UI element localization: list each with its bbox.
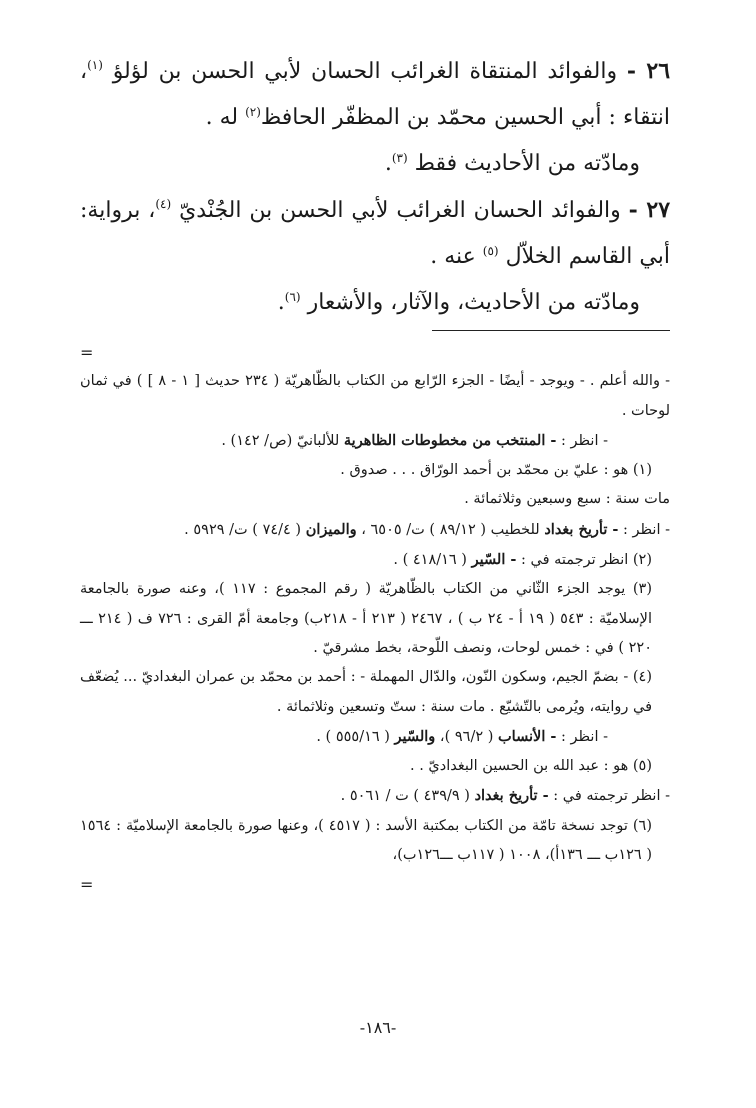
source-title: والميزان (305, 520, 357, 538)
footnote-6: (٦) توجد نسخة تامّة من الكتاب بمكتبة الأسد : ( ٤٥١٧ )، وعنها صورة بالجامعة الإسلاميّة : ١٥٦٤ ( ١٢٦ب ـــ ١٣٦أ)، ١٠٠٨ ( ١١٧ب ـــ١٢٦ب)، (80, 817, 652, 864)
entry-27-content (80, 280, 670, 326)
footnote-3: (٣) يوجد الجزء الثّاني من الكتاب بالظّاهريّة ( رقم المجموع : ١١٧ )، وعنه صورة بالجامعة الإسلاميّة : ٥٤٣ ( ١٩ أ - ٢٤ ب ) ، ٢٤٦٧ ( ٢١٣ أ - ٢١٨ب) وجامعة أمّ القرى : ٧٢٦ ف ( ٢١٤ ـــ ٢٢٠ ) في : خمس لوحات، ونصف اللّوحة، بخط مشرقيّ . (80, 581, 652, 656)
entry-title: والفوائد المنتقاة الغرائب الحسان لأبي الحسن بن لؤلؤ (112, 59, 618, 84)
see-prefix: - انظر : (556, 432, 608, 449)
entry-line-end: عنه . (430, 244, 483, 269)
entry-27 (80, 187, 670, 280)
entry-line: ، انتقاء : أبي الحسين محمّد بن المظفّر الحافظ (80, 59, 670, 130)
see-prefix: - انظر : (556, 728, 608, 745)
source-ref: ( ٤٣٩/٩ ) ت / ٥٠٦١ . (340, 788, 475, 805)
source-title: - الأنساب (498, 727, 557, 745)
source-title: - المنتخب من مخطوطات الظاهرية (343, 431, 557, 449)
footnote-2 (80, 545, 670, 575)
entry-26-content (80, 141, 670, 187)
main-text (80, 48, 670, 326)
footnote-4: (٤) - بضمّ الجيم، وسكون النّون، والدّال المهملة - : أحمد بن محمّد بن عمران البغداديّ ... يُضعّف في روايته، ويُرمى بالتّشيّع . مات سنة : ستّ وتسعين وثلاثمائة . (80, 669, 652, 715)
footnote-separator (432, 330, 670, 331)
footnote-ref: (٢) (245, 105, 261, 119)
source-title: - تأريخ بغداد (474, 787, 549, 805)
footnote-1-see (80, 515, 670, 545)
entry-number: ٢٧ - (628, 197, 671, 223)
entry-title: والفوائد الحسان الغرائب لأبي الحسن بن الجُنْديّ (179, 198, 621, 223)
source-ref: ( ٧٤/٤ ) ت/ ٥٩٢٩ . (184, 521, 306, 538)
content-text: ومادّته من الأحاديث، والآثار، والأشعار (307, 290, 640, 315)
footnote-ref: (٥) (482, 244, 499, 258)
footnote-ref: (٦) (284, 290, 301, 304)
continued-mark: = (80, 343, 94, 362)
continued-mark: = (80, 875, 94, 895)
see-prefix: (٢) انظر ترجمته في : (516, 552, 652, 569)
footnote-prev: - والله أعلم . - ويوجد - أيضًا - الجزء الرّابع من الكتاب بالظّاهريّة ( ٢٣٤ حديث [ ١ - ٨ ] ) في ثمان لوحات . (80, 373, 670, 419)
content-end: . (277, 290, 285, 315)
footnote-ref: (٣) (391, 151, 408, 165)
see-prefix: - انظر : (618, 521, 670, 538)
content-text: ومادّته من الأحاديث فقط (414, 151, 640, 176)
footnote-1-death: مات سنة : سبع وسبعين وثلاثمائة . (464, 491, 670, 508)
entry-line-end: له . (205, 105, 246, 130)
footnote-5-see (80, 781, 670, 811)
footnotes (80, 338, 670, 900)
source-title: - السّير (471, 551, 517, 569)
footnote-prev-see (80, 426, 670, 456)
source-title: - تأريخ بغداد (544, 520, 619, 538)
footnote-ref: (٤) (155, 197, 172, 211)
entry-26 (80, 48, 670, 141)
content-end: . (384, 151, 392, 176)
entry-number: ٢٦ - (626, 58, 671, 84)
footnote-1: (١) هو : عليّ بن محمّد بن أحمد الورّاق . . . صدوق . (340, 462, 652, 479)
source-ref: ( ٥٥٥/١٦ ) . (316, 728, 395, 745)
page-number: -١٨٦- (359, 1018, 397, 1037)
source-ref: للخطيب ( ٨٩/١٢ ) ت/ ٦٥٠٥ ، (356, 521, 545, 538)
source-ref: للألبانيّ (ص/ ١٤٢) . (221, 432, 344, 449)
footnote-4-see (80, 722, 670, 752)
entry-line: ، برواية: أبي القاسم الخلاّل (80, 198, 670, 269)
see-prefix: - انظر ترجمته في : (548, 788, 670, 805)
source-ref: ( ٩٦/٢ )، (435, 728, 499, 745)
source-title: والسّير (394, 727, 436, 745)
footnote-5: (٥) هو : عبد الله بن الحسين البغداديّ . . (410, 758, 652, 775)
source-ref: ( ٤١٨/١٦ ) . (393, 552, 472, 569)
footnote-ref: (١) (87, 58, 103, 72)
